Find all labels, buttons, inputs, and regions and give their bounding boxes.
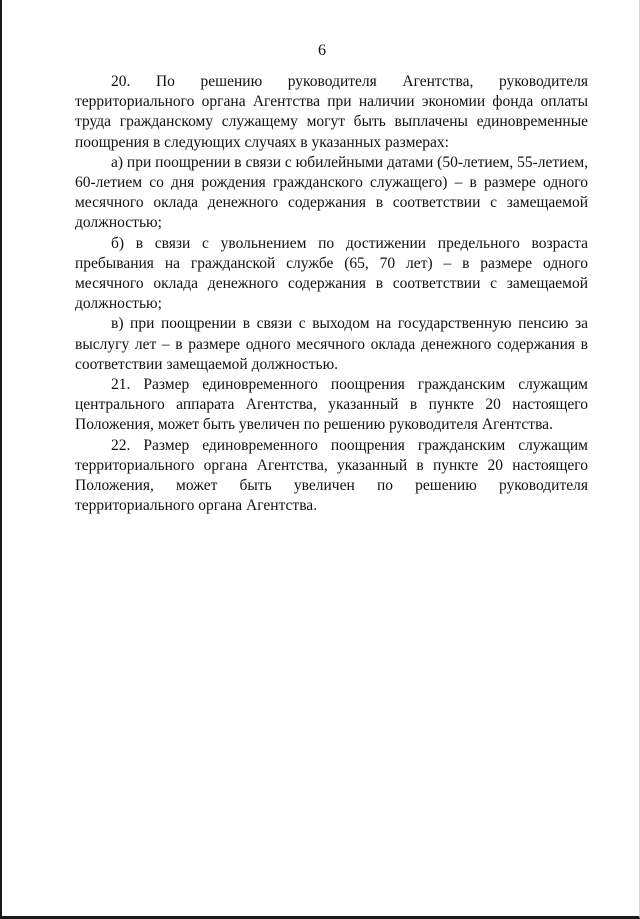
- paragraph-22: 22. Размер единовременного поощрения гражданским служащим территориального органа Агентства, указанный в пункте 20 настоящего Положения, может быть увеличен по решению руководителя территориального органа Агентства.: [75, 436, 588, 515]
- document-body: [75, 72, 588, 516]
- paragraph-20a: а) при поощрении в связи с юбилейными датами (50-летием, 55-летием, 60-летием со дня рождения гражданского служащего) – в размере одного месячного оклада денежного содержания в соответствии с замещаемой должностью;: [75, 153, 589, 232]
- paragraph-20b: б) в связи с увольнением по достижении предельного возраста пребывания на гражданской службе (65, 70 лет) – в размере одного месячного оклада денежного содержания в соответствии с замещаемой должностью;: [75, 234, 588, 313]
- paragraph-20v: в) при поощрении в связи с выходом на государственную пенсию за выслугу лет – в размере одного месячного оклада денежного содержания в соответствии замещаемой должностью.: [75, 315, 588, 373]
- paragraph-21: 21. Размер единовременного поощрения гражданским служащим центрального аппарата Агентства, указанный в пункте 20 настоящего Положения, может быть увеличен по решению руководителя Агентства.: [75, 376, 588, 434]
- page-number: 6: [318, 42, 326, 59]
- paragraph-20: 20. По решению руководителя Агентства, руководителя территориального органа Агентства при наличии экономии фонда оплаты труда гражданскому служащему могут быть выплачены единовременные поощрения в следующих случаях в указанных размерах:: [75, 73, 588, 151]
